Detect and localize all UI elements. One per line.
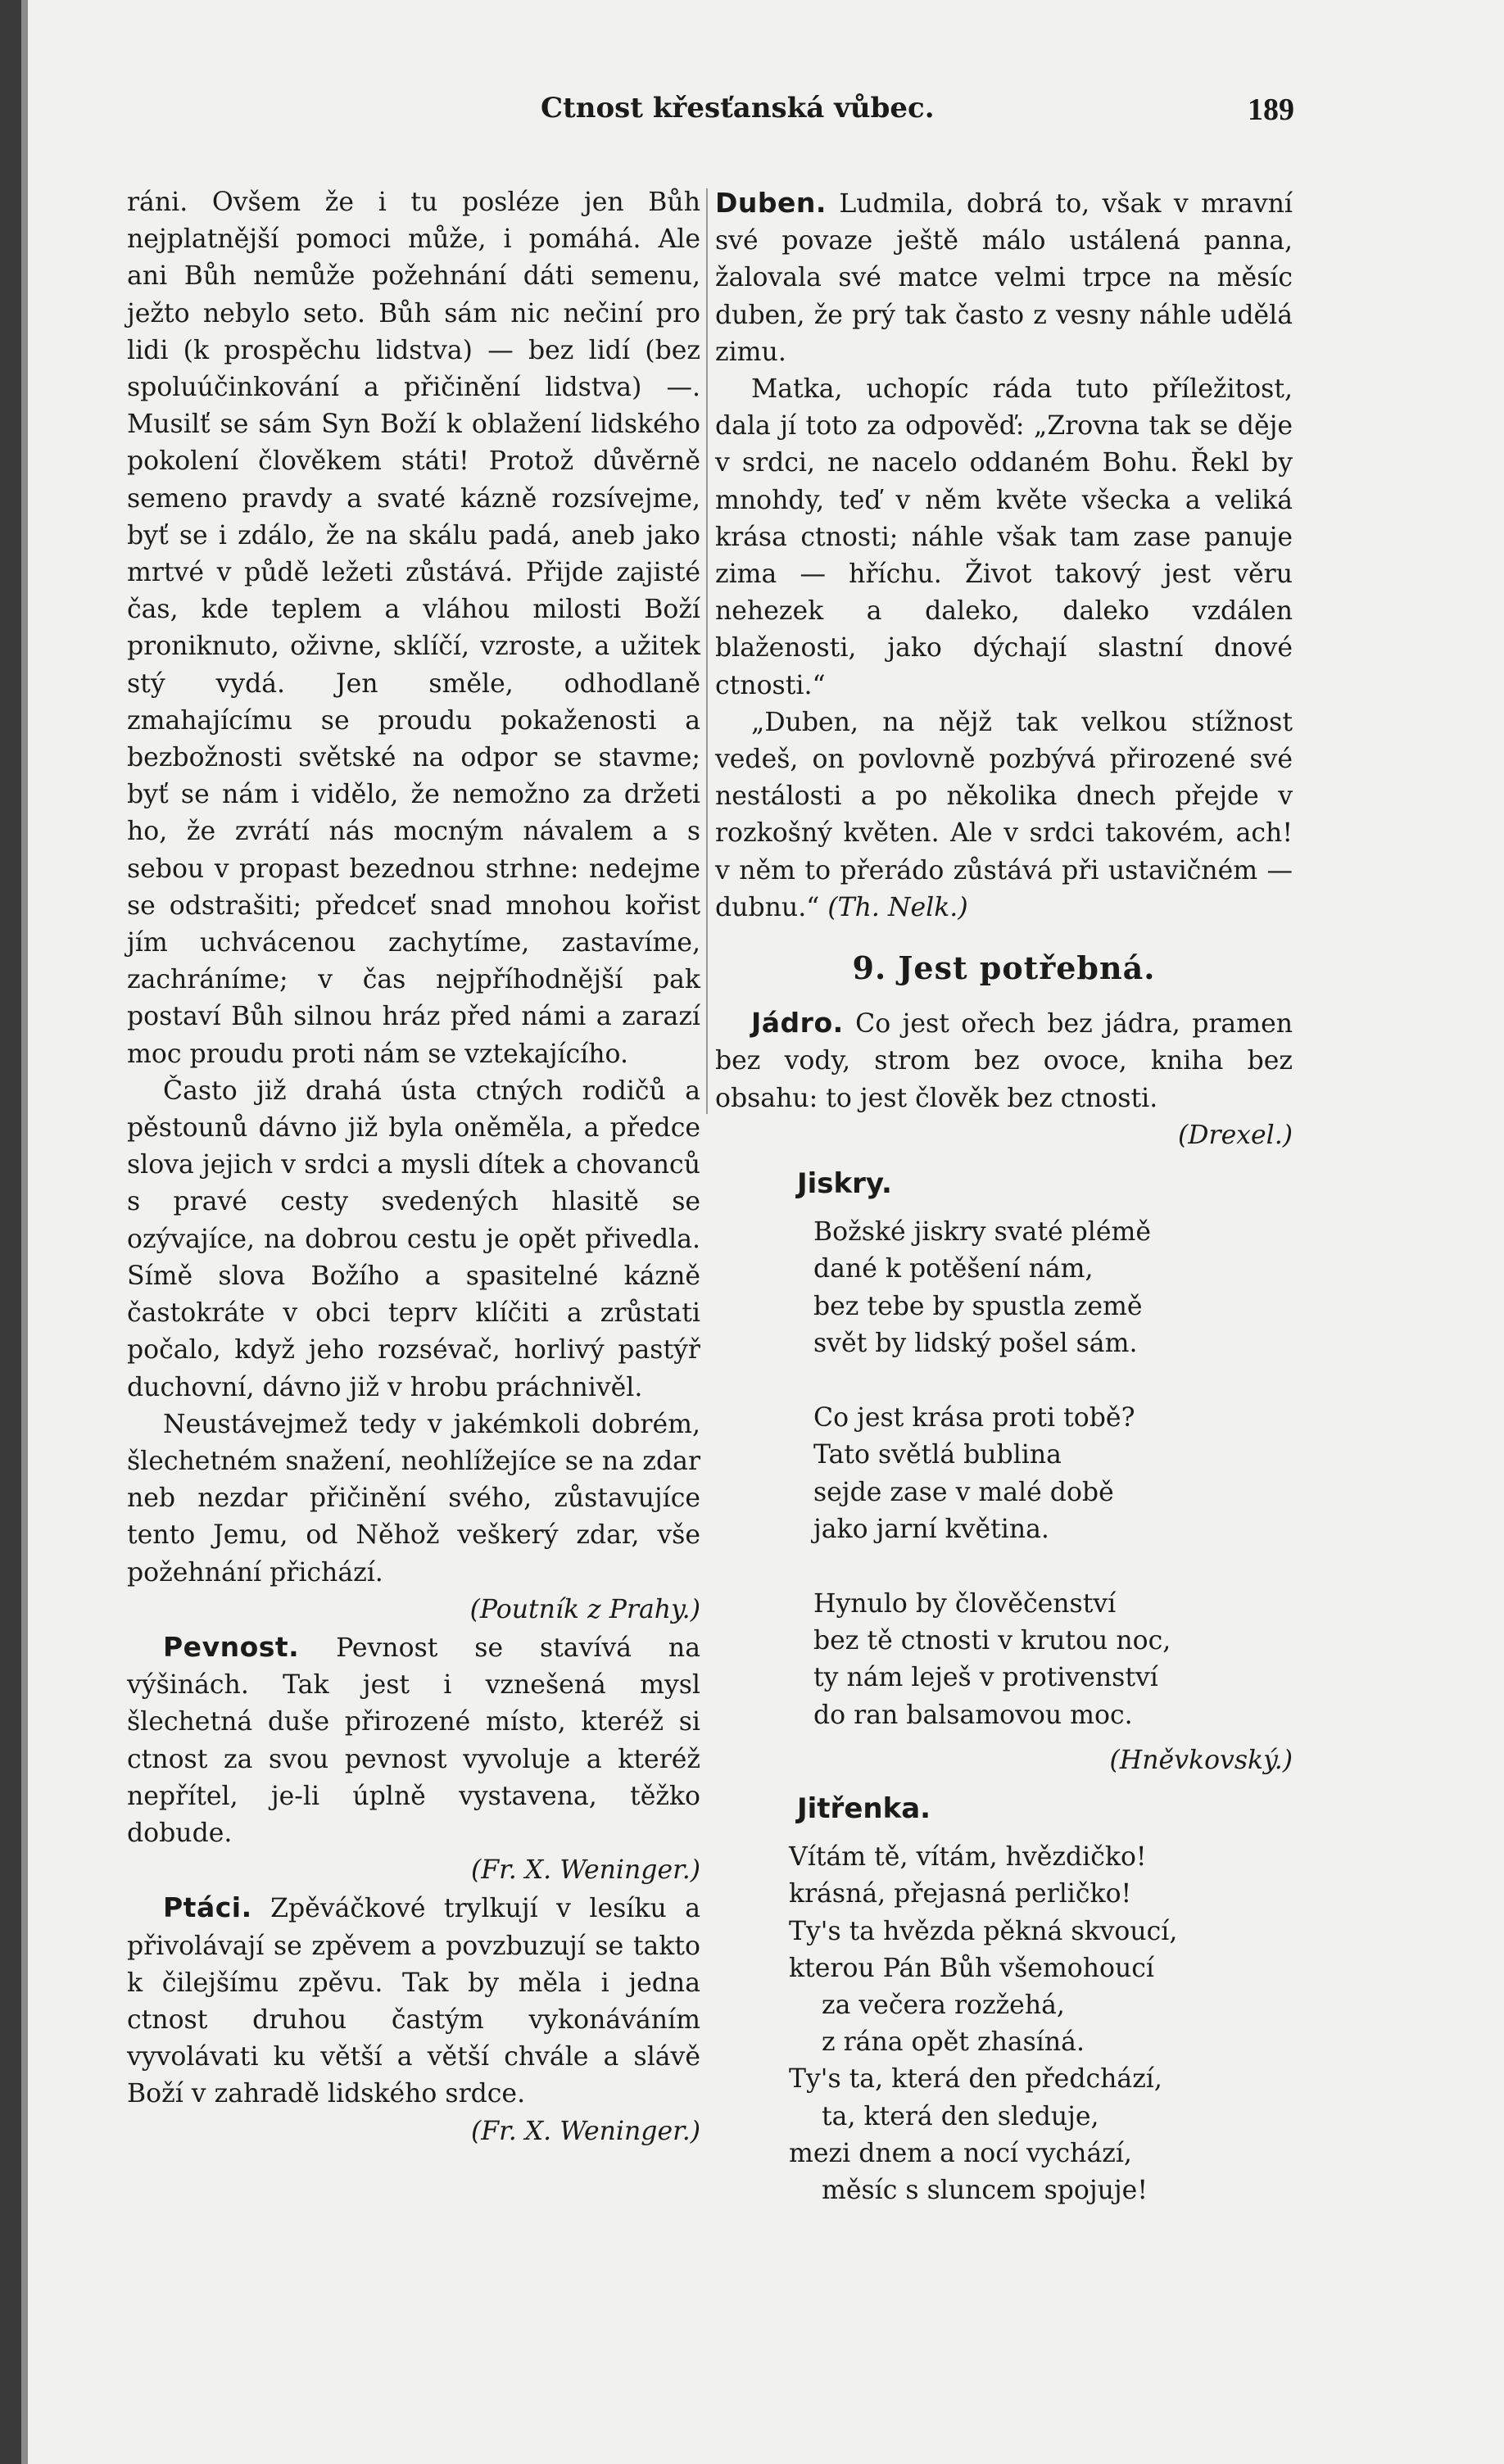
lead-word: Duben.: [715, 187, 827, 219]
binding-edge: [21, 0, 28, 2464]
verse-line: do ran balsamovou moc.: [813, 1700, 1133, 1730]
verse-line: ta, která den sleduje,: [822, 2101, 1099, 2131]
paragraph: Neustávejmež tedy v jakémkoli dobrém, šlechetném snažení, neohlížejíce se na zdar neb nezdar přičinění svého, zůstavujíce tento Jemu, od Něhož veškerý zdar, vše požehnání přichází.: [127, 1409, 700, 1588]
poem-jitrenka: [789, 1839, 1293, 2209]
paragraph-text: Pevnost se stavívá na výšinách. Tak jest i vznešená mysl šlechetná duše přirozené místo, kteréž si ctnost za svou pevnost vyvoluje a kteréž nepřítel, je-li úplně vystavena, těžko dobude.: [127, 1633, 700, 1848]
right-column: [715, 184, 1293, 2209]
paragraph-duben: [715, 184, 1293, 371]
poem-title: Jitřenka.: [797, 1791, 931, 1825]
verse-line: Ty's ta, která den předchází,: [789, 2064, 1162, 2095]
verse-line: dané k potěšení nám,: [813, 1254, 1094, 1284]
verse-line: Božské jiskry svaté plémě: [813, 1217, 1152, 1248]
verse-line: z rána opět zhasíná.: [822, 2027, 1085, 2058]
verse-line: Tato světlá bublina: [813, 1440, 1062, 1470]
source-citation: (Fr. X. Weninger.): [470, 2116, 700, 2146]
binding-shadow: [0, 0, 21, 2464]
paragraph: [715, 704, 1293, 926]
source-citation: (Fr. X. Weninger.): [470, 1855, 700, 1886]
verse-line: svět by lidský pošel sám.: [813, 1328, 1138, 1358]
verse-line: krásná, přejasná perličko!: [789, 1879, 1132, 1909]
verse-line: jako jarní květina.: [813, 1514, 1049, 1544]
verse-line: sejde zase v malé době: [813, 1477, 1114, 1507]
page-number: 189: [1248, 93, 1294, 127]
section-heading: 9. Jest potřebná.: [852, 949, 1156, 987]
verse-line: Ty's ta hvězda pěkná skvoucí,: [789, 1916, 1178, 1946]
lead-word: Pevnost.: [163, 1630, 300, 1663]
column-divider: [706, 188, 708, 1114]
paragraph-jadro: [715, 1004, 1293, 1117]
paragraph-text: Ludmila, dobrá to, však v mravní své povaze ještě málo ustálená panna, žalovala své matce velmi trpce na měsíc duben, že prý tak často z vesny náhle udělá zimu.: [715, 189, 1293, 367]
source-citation: (Hněvkovský.): [1109, 1745, 1293, 1775]
poem-jiskry: [813, 1214, 1293, 1733]
paragraph-text: „Duben, na nějž tak velkou stížnost vedeš, on povlovně pozbývá přirozené své nestálosti a po několika dnech přejde v rozkošný květen. Ale v srdci takovém, ach! v něm to přerádo zůstává při ustavičném — dubnu.“: [715, 707, 1293, 922]
paragraph: ráni. Ovšem že i tu posléze jen Bůh nejplatnější pomoci může, i pomáhá. Ale ani Bůh nemůže požehnání dáti semenu, ježto nebylo seto. Bůh sám nic nečiní pro lidi (k prospěchu lidstva) — bez lidí (bez spoluúčinkování a přičinění lidstva) —. Musilť se sám Syn Boží k oblažení lidského pokolení člověkem státi! Protož důvěrně semeno pravdy a svaté kázně rozsívejme, byť se i zdálo, že na skálu padá, aneb jako mrtvé v půdě ležeti zůstává. Přijde zajisté čas, kde teplem a vláhou milosti Boží proniknuto, oživne, sklíčí, vzroste, a užitek stý vydá. Jen směle, odhodlaně zmahajícímu se proudu pokaženosti a bezbožnosti světské na odpor se stavme; byť se nám i vidělo, že nemožno za držeti ho, že zvrátí nás mocným návalem a s sebou v propast bezednou strhne: nedejme se odstrašiti; předceť snad mnohou kořist jím uchvácenou zachytíme, zastavíme, zachráníme; v čas nejpříhodnější pak postaví Bůh silnou hráz před námi a zarazí moc proudu proti nám se vztekajícího.: [127, 188, 700, 1069]
verse-line: měsíc s sluncem spojuje!: [822, 2175, 1148, 2205]
running-title: Ctnost křesťanská vůbec.: [541, 92, 935, 125]
verse-line: Vítám tě, vítám, hvězdičko!: [789, 1842, 1147, 1873]
source-citation: (Th. Nelk.): [827, 892, 968, 922]
verse-line: bez tě ctnosti v krutou noc,: [813, 1626, 1171, 1656]
stanza: [813, 1586, 1293, 1734]
paragraph-pevnost: [127, 1628, 700, 1852]
lead-word: Jádro.: [751, 1007, 844, 1040]
paragraph-text: Co jest ořech bez jádra, pramen bez vody, strom bez ovoce, kniha bez obsahu: to jest člověk bez ctnosti.: [715, 1009, 1293, 1113]
stanza: [813, 1214, 1293, 1362]
verse-line: Hynulo by člověčenství: [813, 1588, 1117, 1619]
verse-line: za večera rozžehá,: [822, 1990, 1065, 2020]
stanza: [813, 1400, 1293, 1548]
verse-line: bez tebe by spustla země: [813, 1291, 1143, 1321]
verse-line: ty nám leješ v protivenství: [813, 1663, 1158, 1693]
lead-word: Ptáci.: [163, 1891, 252, 1924]
source-citation: (Poutník z Prahy.): [469, 1594, 700, 1624]
verse-line: mezi dnem a nocí vychází,: [789, 2138, 1132, 2168]
verse-line: Co jest krása proti tobě?: [813, 1403, 1135, 1434]
verse-line: kterou Pán Bůh všemohoucí: [789, 1953, 1154, 1983]
source-citation: (Drexel.): [1177, 1120, 1293, 1150]
paragraph: Matka, uchopíc ráda tuto příležitost, dala jí toto za odpověď: „Zrovna tak se děje v srdci, ne nacelo oddaném Bohu. Řekl by mnohdy, teď v něm květe všecka a veliká krása ctnosti; náhle však tam zase panuje zima — hříchu. Život takový jest věru nehezek a daleko, daleko vzdálen blaženosti, jako dýchají slastní dnové ctnosti.“: [715, 374, 1293, 700]
left-column: [127, 184, 700, 2150]
paragraph-ptaci: [127, 1889, 700, 2113]
paragraph: Často již drahá ústa ctných rodičů a pěstounů dávno již byla oněměla, a předce slova jejich v srdci a mysli dítek a chovanců s pravé cesty svedených hlasitě se ozývajíce, na dobrou cestu je opět přivedla. Símě slova Božího a spasitelné kázně častokráte v obci teprv klíčiti a zrůstati počalo, když jeho rozsévač, horlivý pastýř duchovní, dávno již v hrobu práchnivěl.: [127, 1076, 700, 1402]
poem-title: Jiskry.: [797, 1167, 892, 1201]
paragraph-text: Zpěváčkové trylkují v lesíku a přivolávají se zpěvem a povzbuzují se takto k čilejšímu zpěvu. Tak by měla i jedna ctnost druhou častým vykonáváním vyvolávati ku větší a větší chvále a slávě Boží v zahradě lidského srdce.: [127, 1894, 700, 2109]
